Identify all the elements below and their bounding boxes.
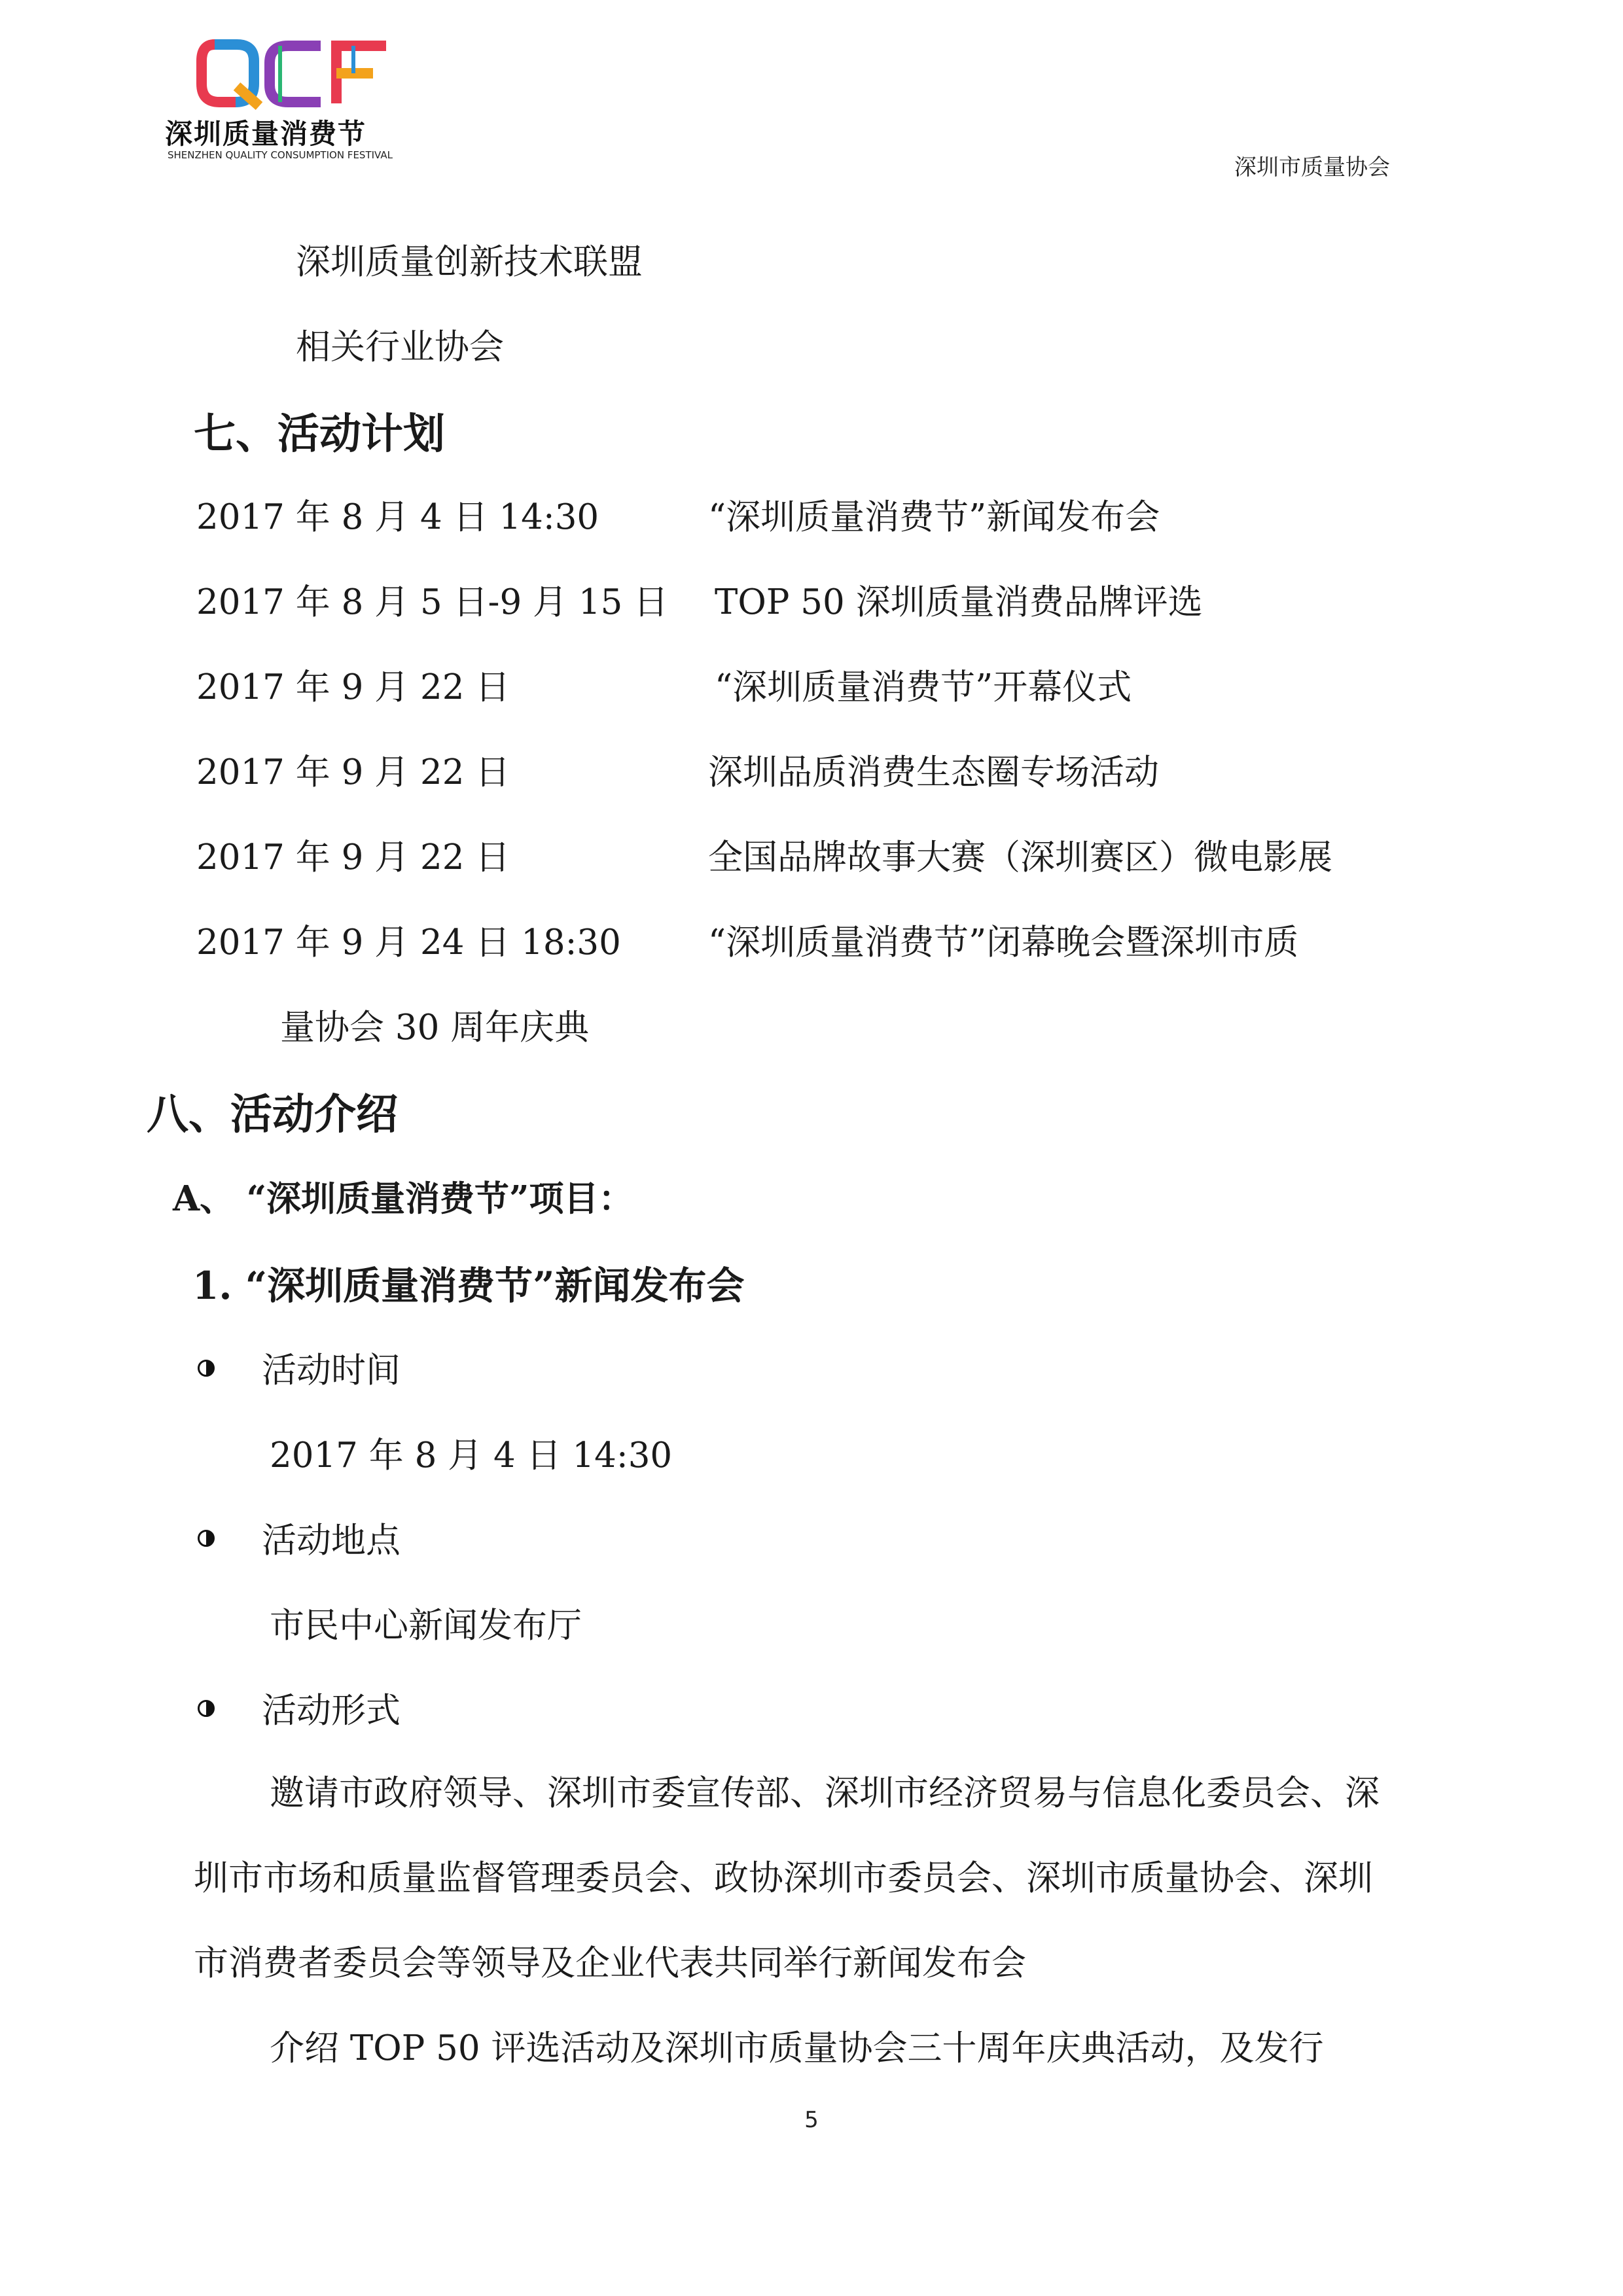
bullet-label-time: 活动时间 <box>262 1351 401 1390</box>
plan-date: 2017 年 9 月 22 日 <box>196 667 510 707</box>
partner-item-1: 深圳质量创新技术联盟 <box>296 242 643 282</box>
page-number: 5 <box>804 2107 819 2133</box>
logo-english-name: SHENZHEN QUALITY CONSUMPTION FESTIVAL <box>168 149 393 161</box>
half-circle-bullet-icon <box>198 1360 215 1377</box>
plan-date: 2017 年 8 月 5 日-9 月 15 日 <box>196 582 669 622</box>
plan-date: 2017 年 9 月 24 日 18:30 <box>196 923 621 963</box>
format-paragraph: 邀请市政府领导、深圳市委宣传部、深圳市经济贸易与信息化委员会、深圳市市场和质量监督管理委员会、政协深圳市委员会、深圳市质量协会、深圳市消费者委员会等领导及企业代表共同举行新闻发布会 <box>194 1773 1380 1983</box>
plan-event-continuation: 量协会 30 周年庆典 <box>280 1008 590 1048</box>
plan-event: “深圳质量消费节”新闻发布会 <box>708 497 1160 537</box>
logo-chinese-name: 深圳质量消费节 <box>165 118 367 150</box>
bullet-value-location: 市民中心新闻发布厅 <box>270 1606 582 1646</box>
subsection-a-title: A、 “深圳质量消费节”项目： <box>173 1178 633 1219</box>
item-1-title: 1. “深圳质量消费节”新闻发布会 <box>192 1263 745 1308</box>
format-paragraph-2: 介绍 TOP 50 评选活动及深圳市质量协会三十周年庆典活动，及发行 <box>270 2028 1324 2068</box>
plan-date: 2017 年 9 月 22 日 <box>196 838 510 877</box>
organization-name: 深圳市质量协会 <box>1234 154 1390 181</box>
logo-letter-f <box>336 46 386 103</box>
plan-date: 2017 年 9 月 22 日 <box>196 752 510 792</box>
plan-event: TOP 50 深圳质量消费品牌评选 <box>715 582 1203 622</box>
plan-event: “深圳质量消费节”闭幕晚会暨深圳市质 <box>708 923 1299 963</box>
half-circle-bullet-icon <box>198 1530 215 1547</box>
plan-date: 2017 年 8 月 4 日 14:30 <box>196 497 599 537</box>
section-title-plan: 七、活动计划 <box>194 410 445 459</box>
plan-event: “深圳质量消费节”开幕仪式 <box>715 667 1132 707</box>
logo-letter-c <box>270 46 321 102</box>
plan-event: 全国品牌故事大赛（深圳赛区）微电影展 <box>708 838 1332 877</box>
bullet-label-location: 活动地点 <box>262 1521 401 1561</box>
bullet-label-format: 活动形式 <box>262 1691 401 1731</box>
bullet-value-time: 2017 年 8 月 4 日 14:30 <box>270 1436 673 1475</box>
half-circle-bullet-icon <box>198 1700 215 1717</box>
partner-item-2: 相关行业协会 <box>296 327 504 367</box>
section-title-intro: 八、活动介绍 <box>147 1090 398 1139</box>
plan-event: 深圳品质消费生态圈专场活动 <box>708 752 1159 792</box>
logo-letter-q <box>202 44 259 106</box>
